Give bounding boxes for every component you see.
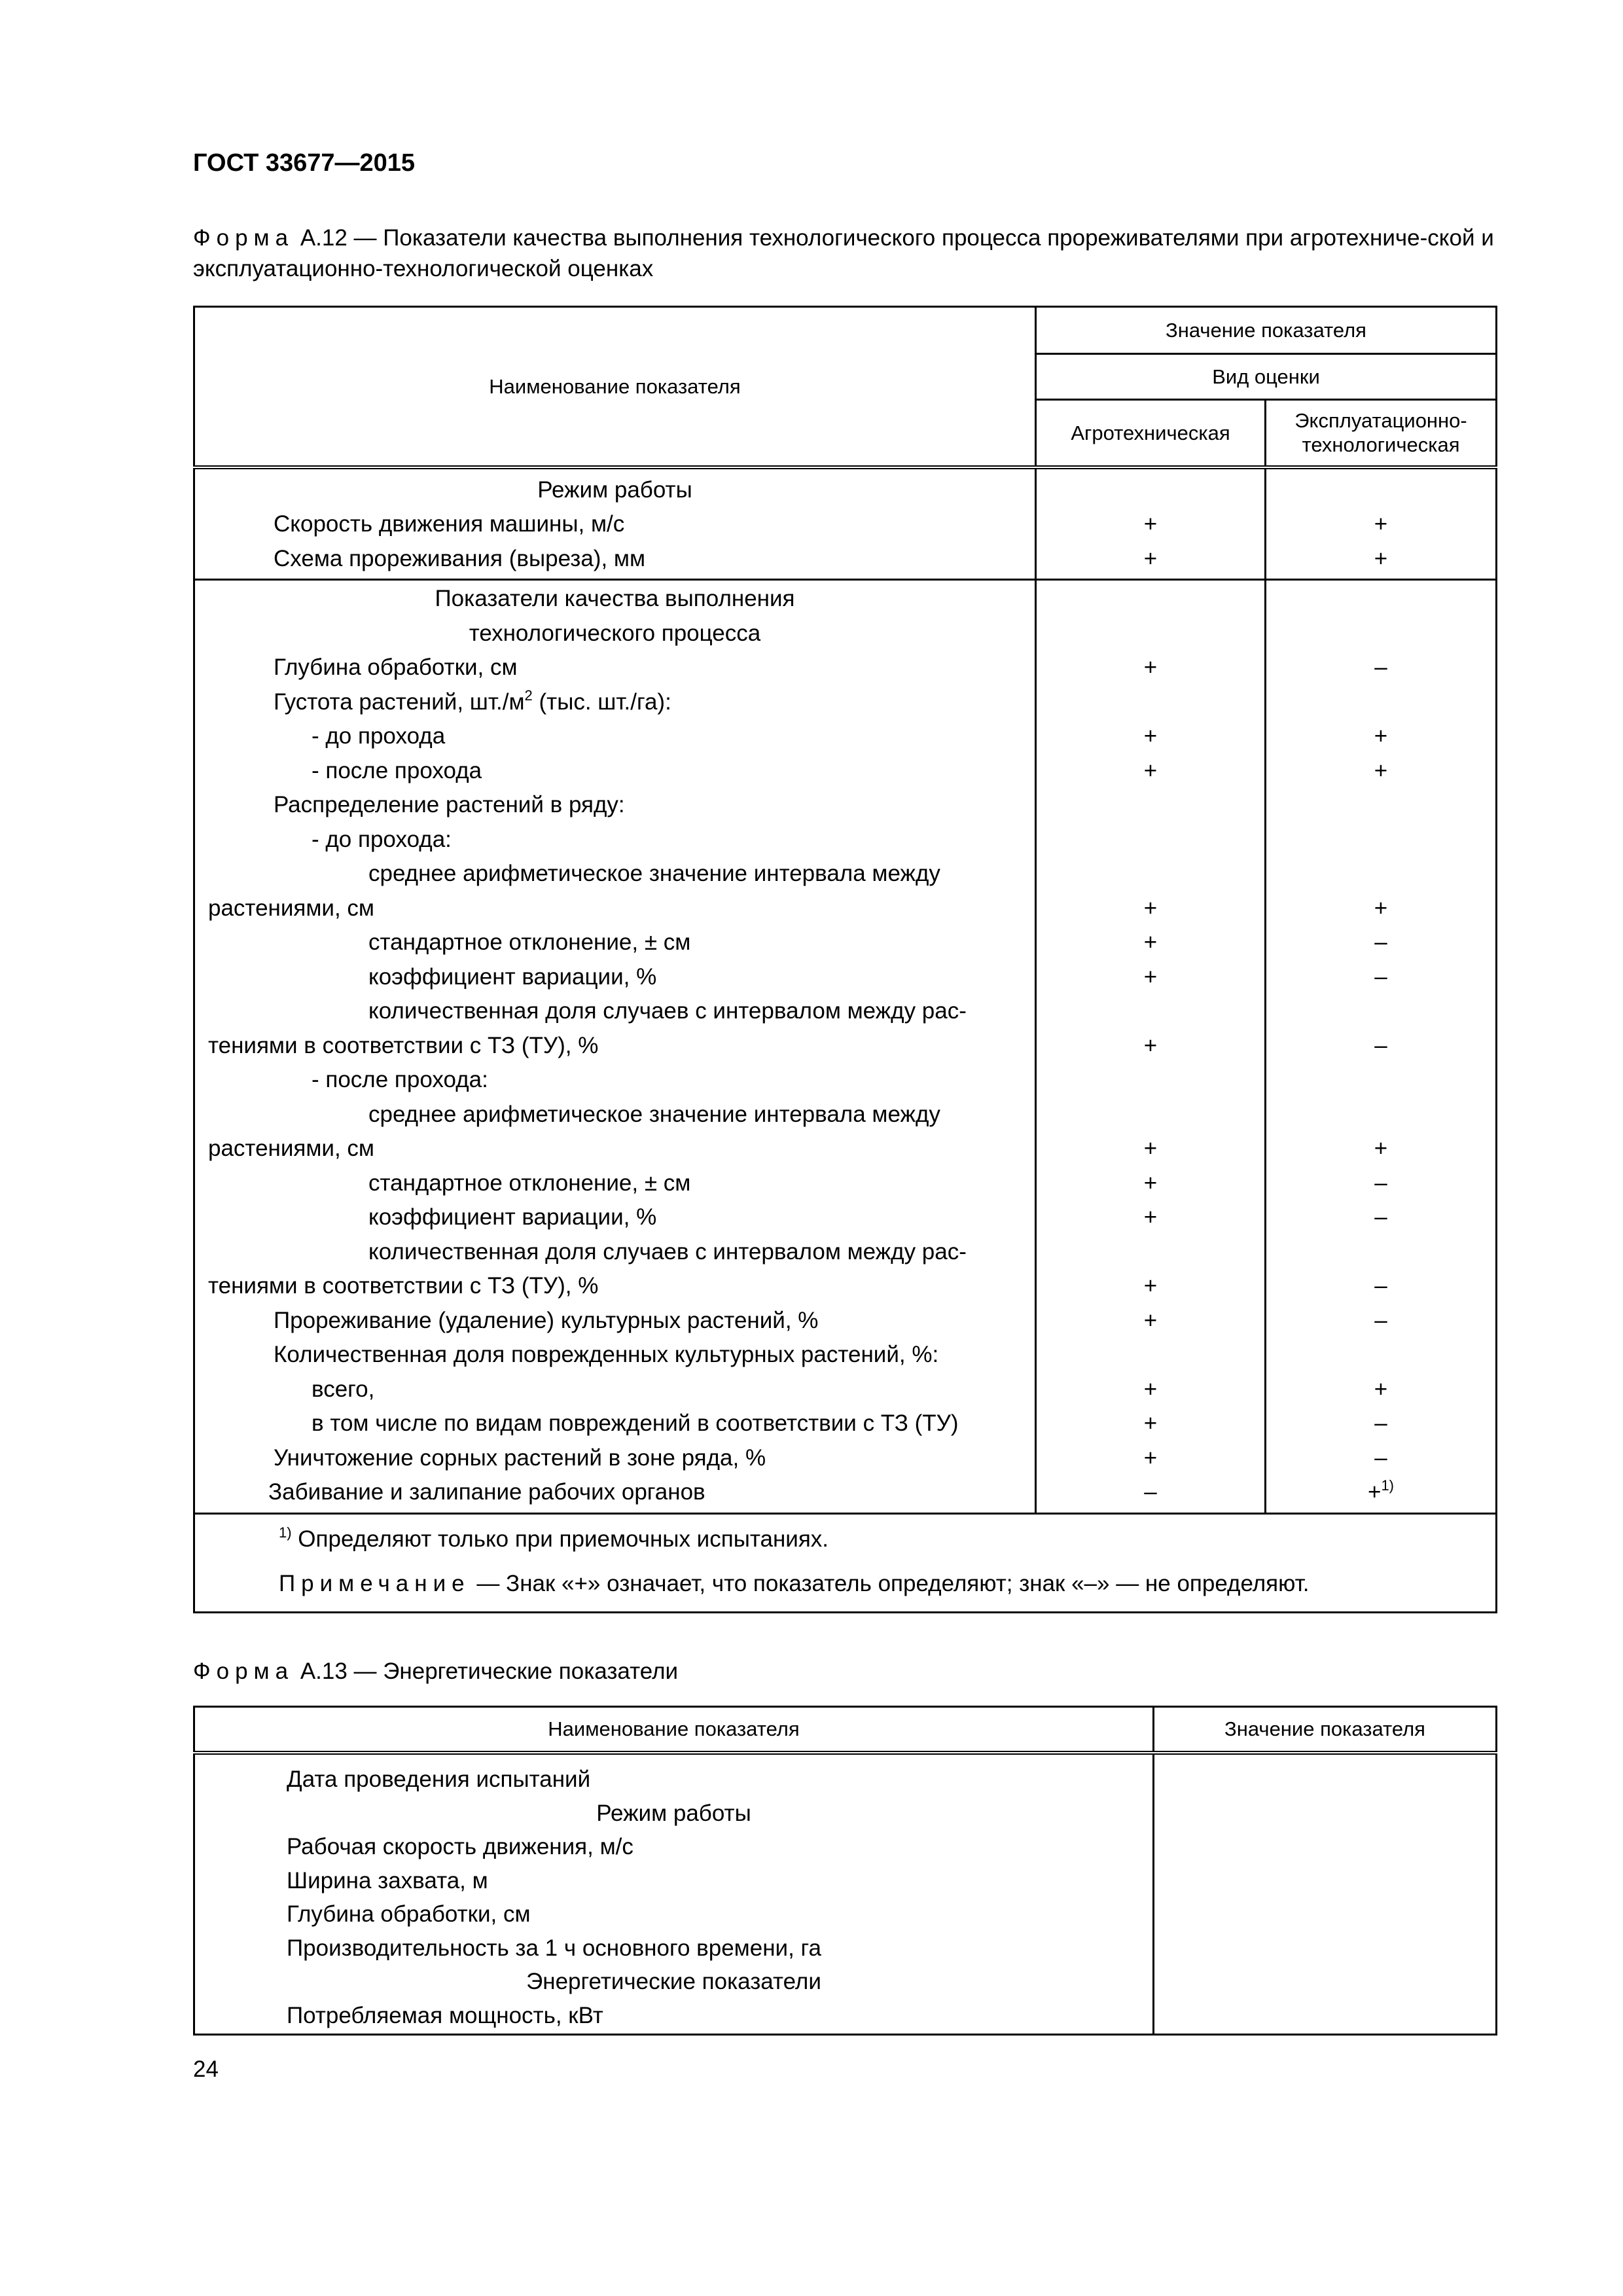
indicator-text: - до прохода: [312, 826, 452, 852]
column-header-expl-line1: Эксплуатационно- [1294, 409, 1467, 433]
indicator-label [195, 1098, 1035, 1132]
agro-values-cell [1036, 467, 1266, 580]
agro-mark: + [1143, 895, 1158, 921]
expl-mark-text: – [1374, 963, 1387, 990]
expl-values-cell [1266, 580, 1497, 1514]
indicator-text: Глубина обработки, см [274, 655, 518, 680]
expl-mark-text: + [1374, 545, 1388, 571]
form-a13-caption [193, 1656, 678, 1687]
indicator-text: Режим работы [537, 476, 692, 503]
indicator-label [195, 994, 1035, 1029]
form-a12-body [194, 467, 1497, 1514]
indicator-text: всего, [312, 1376, 375, 1402]
indicator-text: - после прохода [312, 757, 482, 783]
indicator-label [195, 1029, 1035, 1064]
expl-mark [1266, 507, 1495, 542]
expl-mark [1266, 617, 1495, 651]
expl-mark [1266, 1407, 1495, 1441]
indicator-text: Схема прореживания (выреза), мм [274, 545, 646, 571]
indicator-names-cell [194, 580, 1036, 1514]
indicator-label [195, 719, 1035, 754]
agro-mark [1037, 857, 1264, 891]
agro-mark: + [1143, 1170, 1158, 1196]
agro-mark [1037, 1338, 1264, 1372]
form-a12-caption-word: Форма [193, 225, 294, 251]
expl-mark [1266, 925, 1495, 960]
expl-mark [1266, 857, 1495, 891]
expl-mark [1266, 1063, 1495, 1098]
column-header-expl [1266, 400, 1497, 467]
indicator-label [195, 823, 1035, 857]
agro-mark [1037, 685, 1264, 720]
indicator-text: коэффициент вариации, % [368, 1204, 657, 1230]
indicator-text: Количественная доля поврежденных культурных растений, %: [274, 1342, 939, 1367]
indicator-label [195, 1235, 1035, 1270]
form-a12-caption [193, 223, 1499, 284]
indicator-label [195, 1407, 1035, 1441]
expl-mark [1266, 788, 1495, 823]
expl-mark [1266, 542, 1495, 577]
expl-mark [1266, 1441, 1495, 1476]
indicator-label [195, 1063, 1035, 1098]
expl-mark [1266, 1269, 1495, 1304]
column-header-value: Значение показателя [1036, 307, 1497, 354]
form-a13-caption-text: А.13 — Энергетические показатели [300, 1659, 679, 1684]
indicator-label [195, 1338, 1035, 1372]
expl-mark-text: – [1374, 655, 1387, 680]
column-header-expl-line2: технологическая [1302, 433, 1460, 457]
indicator-label [195, 891, 1035, 926]
indicator-text: растениями, см [208, 1136, 374, 1161]
indicator-text: среднее арифметическое значение интервала между [368, 1101, 940, 1127]
indicator-text: среднее арифметическое значение интервала между [368, 861, 940, 886]
expl-mark [1266, 823, 1495, 857]
agro-mark [1037, 582, 1264, 617]
expl-mark [1266, 1029, 1495, 1064]
footnote-text: Определяют только при приемочных испытаниях. [298, 1526, 829, 1552]
indicator-label [195, 788, 1035, 823]
agro-mark [1037, 473, 1264, 508]
note-text: — Знак «+» означает, что показатель определяют; знак «–» — не определяют. [476, 1570, 1310, 1596]
expl-mark [1266, 1235, 1495, 1270]
indicator-text: Забивание и залипание рабочих органов [268, 1479, 705, 1505]
agro-mark [1037, 788, 1264, 823]
table-row-group [194, 580, 1497, 1514]
agro-mark: + [1143, 511, 1158, 537]
expl-mark-text: – [1374, 1307, 1387, 1333]
indicator-text: стандартное отклонение, ± см [368, 929, 691, 955]
agro-mark: + [1143, 757, 1158, 783]
indicator-text: количественная доля случаев с интервалом между рас- [368, 1238, 967, 1265]
indicator-text: - до прохода [312, 723, 446, 749]
a13-column-header-value: Значение показателя [1154, 1707, 1497, 1753]
form-a12-table [193, 306, 1497, 1613]
expl-mark [1266, 754, 1495, 789]
indicator-label [195, 582, 1035, 617]
expl-values-cell [1266, 467, 1497, 580]
expl-mark-text: – [1374, 1410, 1387, 1436]
indicator-text: растениями, см [208, 895, 374, 921]
footnote-ref: 1) [1381, 1477, 1394, 1494]
agro-mark: + [1143, 723, 1158, 749]
indicator-label [195, 1372, 1035, 1407]
a13-indicator-label: Дата проведения испытаний [287, 1767, 591, 1792]
indicator-label [195, 1200, 1035, 1235]
form-a13-table [193, 1706, 1497, 2036]
footnote [195, 1526, 1495, 1552]
expl-mark [1266, 1475, 1495, 1510]
expl-mark [1266, 960, 1495, 995]
form-a12-caption-text: А.12 — Показатели качества выполнения технологического процесса прореживателями при агротехниче-ской и эксплуатационно-технологической оценках [193, 225, 1494, 281]
indicator-text: - после прохода: [312, 1067, 488, 1092]
form-a13-caption-word: Форма [193, 1659, 294, 1684]
note [195, 1571, 1495, 1597]
a13-names-cell [194, 1753, 1154, 2035]
indicator-text: технологического процесса [469, 620, 761, 646]
indicator-label [195, 1441, 1035, 1476]
agro-mark: + [1143, 1204, 1158, 1230]
expl-mark [1266, 1372, 1495, 1407]
indicator-label [195, 1304, 1035, 1338]
agro-mark: + [1143, 1273, 1158, 1299]
a13-column-header-name: Наименование показателя [194, 1707, 1154, 1753]
indicator-label [195, 925, 1035, 960]
agro-mark [1037, 1235, 1264, 1270]
agro-mark [1037, 823, 1264, 857]
a13-indicator-label: Энергетические показатели [526, 1969, 821, 1994]
superscript: 2 [524, 687, 533, 704]
agro-mark: + [1143, 1307, 1158, 1333]
agro-mark: + [1143, 545, 1158, 571]
indicator-text: Прореживание (удаление) культурных растений, % [274, 1307, 819, 1333]
agro-mark: + [1143, 1136, 1158, 1161]
expl-mark-text: + [1374, 895, 1388, 921]
expl-mark [1266, 719, 1495, 754]
page-number: 24 [193, 2056, 219, 2082]
indicator-text: количественная доля случаев с интервалом между рас- [368, 998, 967, 1024]
indicator-label [195, 1132, 1035, 1166]
expl-mark-text: + [1374, 1376, 1388, 1402]
indicator-text: Распределение растений в ряду: [274, 792, 625, 817]
indicator-label [195, 685, 1035, 720]
expl-mark-text: + [1374, 1136, 1388, 1161]
agro-mark: + [1143, 929, 1158, 955]
document-header: ГОСТ 33677—2015 [193, 149, 416, 177]
expl-mark [1266, 1304, 1495, 1338]
indicator-text: тениями в соответствии с ТЗ (ТУ), % [208, 1032, 599, 1058]
agro-mark: + [1143, 1032, 1158, 1058]
column-header-name: Наименование показателя [194, 307, 1036, 467]
expl-mark-text: – [1374, 1444, 1387, 1471]
a13-indicator-label: Производительность за 1 ч основного времени, га [287, 1935, 821, 1961]
indicator-label [195, 651, 1035, 685]
expl-mark [1266, 1200, 1495, 1235]
indicator-text: Показатели качества выполнения [435, 586, 795, 611]
agro-mark [1037, 994, 1264, 1029]
expl-mark-text: – [1374, 1273, 1387, 1299]
a13-indicator-label: Ширина захвата, м [287, 1867, 488, 1893]
footnote-mark: 1) [279, 1524, 292, 1541]
expl-mark [1266, 1132, 1495, 1166]
expl-mark [1266, 582, 1495, 617]
indicator-text: Скорость движения машины, м/с [274, 511, 625, 537]
agro-mark: + [1143, 963, 1158, 990]
a13-indicator-label: Режим работы [596, 1800, 751, 1826]
column-header-agro: Агротехническая [1036, 400, 1266, 467]
indicator-names-cell [194, 467, 1036, 580]
expl-mark [1266, 1166, 1495, 1201]
indicator-text: коэффициент вариации, % [368, 963, 657, 990]
expl-mark-text: – [1374, 1204, 1387, 1230]
indicator-text: тениями в соответствии с ТЗ (ТУ), % [208, 1273, 599, 1299]
agro-mark: – [1144, 1479, 1157, 1505]
indicator-label [195, 857, 1035, 891]
form-a12-footer [194, 1513, 1497, 1612]
column-header-kind: Вид оценки [1036, 354, 1497, 400]
indicator-label [195, 1475, 1035, 1510]
expl-mark-text: – [1374, 1170, 1387, 1196]
expl-mark-text: – [1374, 1032, 1387, 1058]
agro-mark: + [1143, 1376, 1158, 1402]
indicator-label [195, 542, 1035, 577]
expl-mark-text: – [1374, 929, 1387, 955]
agro-mark: + [1143, 655, 1158, 680]
indicator-text: Уничтожение сорных растений в зоне ряда, % [274, 1444, 766, 1471]
expl-mark [1266, 891, 1495, 926]
expl-mark [1266, 685, 1495, 720]
a13-indicator-label: Потребляемая мощность, кВт [287, 2002, 603, 2028]
agro-mark [1037, 617, 1264, 651]
indicator-label [195, 960, 1035, 995]
expl-mark-text: + [1374, 723, 1388, 749]
a13-indicator-label: Глубина обработки, см [287, 1901, 531, 1927]
expl-mark [1266, 994, 1495, 1029]
table-row-group [194, 467, 1497, 580]
expl-mark-text: + [1367, 1479, 1382, 1505]
expl-mark [1266, 473, 1495, 508]
agro-mark [1037, 1063, 1264, 1098]
agro-mark: + [1143, 1444, 1158, 1471]
expl-mark-text: + [1374, 511, 1388, 537]
a13-indicator-label: Рабочая скорость движения, м/с [287, 1834, 633, 1859]
expl-mark [1266, 1338, 1495, 1372]
indicator-text: Густота растений, шт./м [274, 689, 525, 715]
agro-mark: + [1143, 1410, 1158, 1436]
indicator-label [195, 507, 1035, 542]
indicator-text-tail: (тыс. шт./га): [532, 689, 671, 715]
indicator-label [195, 1269, 1035, 1304]
a13-values-cell [1154, 1753, 1497, 2035]
expl-mark [1266, 651, 1495, 685]
indicator-label [195, 473, 1035, 508]
expl-mark-text: + [1374, 757, 1388, 783]
indicator-text: в том числе по видам повреждений в соответствии с ТЗ (ТУ) [312, 1410, 959, 1436]
indicator-text: стандартное отклонение, ± см [368, 1170, 691, 1196]
note-word: Примечание [279, 1570, 471, 1596]
agro-mark [1037, 1098, 1264, 1132]
indicator-label [195, 617, 1035, 651]
indicator-label [195, 1166, 1035, 1201]
agro-values-cell [1036, 580, 1266, 1514]
indicator-label [195, 754, 1035, 789]
expl-mark [1266, 1098, 1495, 1132]
